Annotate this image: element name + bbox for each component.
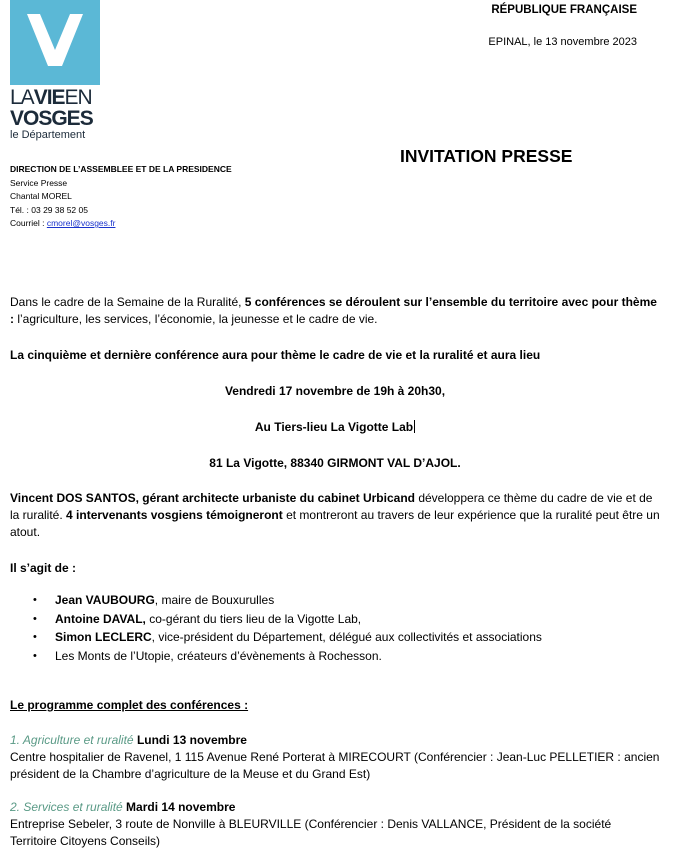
programme-heading: Le programme complet des conférences : bbox=[10, 698, 249, 712]
programme-theme: 2. Services et ruralité bbox=[10, 800, 123, 814]
v-logo-icon bbox=[10, 0, 100, 85]
contact-tel: Tél. : 03 29 38 52 05 bbox=[10, 204, 88, 215]
event-address: 81 La Vigotte, 88340 GIRMONT VAL D’AJOL. bbox=[209, 456, 461, 470]
email-link[interactable]: cmorel@vosges.fr bbox=[46, 218, 116, 228]
intro-text-bold: 5 conférences se déroulent sur l’ensemble du territoire avec pour thème : bbox=[10, 295, 657, 326]
logo-wordmark bbox=[10, 87, 110, 141]
direction-label: DIRECTION DE L’ASSEMBLEE ET DE LA PRESIDENCE bbox=[10, 164, 232, 174]
programme-day: Lundi 13 novembre bbox=[133, 733, 247, 747]
programme-detail: Entreprise Sebeler, 3 route de Nonville à BLEURVILLE (Conférencier : Denis VALLANCE, Président de la société Territoire Citoyens Conseils) bbox=[10, 817, 612, 848]
text-cursor bbox=[414, 420, 415, 433]
list-item: • Antoine DAVAL, co-gérant du tiers lieu de la Vigotte Lab, bbox=[10, 610, 542, 629]
date-line: EPINAL, le 13 novembre 2023 bbox=[488, 36, 637, 48]
logo-subtitle: le Département bbox=[10, 129, 86, 141]
intro-text-end: l’agriculture, les services, l’économie, la jeunesse et le cadre de vie. bbox=[14, 312, 378, 326]
intro-text-start: Dans le cadre de la Semaine de la Ruralité, bbox=[10, 295, 245, 309]
programme-item bbox=[10, 732, 660, 783]
event-date: Vendredi 17 novembre de 19h à 20h30, bbox=[224, 384, 446, 398]
logo-mark bbox=[10, 0, 100, 85]
programme-detail: Centre hospitalier de Ravenel, 1 115 Avenue René Porterat à MIRECOURT (Conférencier : Jean-Luc PELLETIER : ancien président de la Chambre d’agriculture de la Meuse et du Grand Est) bbox=[10, 750, 660, 781]
programme-day: Mardi 14 novembre bbox=[122, 800, 236, 814]
speaker-main-name: Vincent DOS SANTOS, gérant architecte urbaniste du cabinet Urbicand bbox=[10, 491, 415, 505]
republique-header: RÉPUBLIQUE FRANÇAISE bbox=[491, 4, 637, 16]
page-title: INVITATION PRESSE bbox=[400, 146, 573, 166]
courriel-label: Courriel : bbox=[10, 218, 47, 228]
contact-block bbox=[10, 163, 232, 231]
event-venue bbox=[10, 420, 660, 434]
list-item: • Simon LECLERC, vice-président du Département, délégué aux collectivités et associations bbox=[10, 628, 542, 647]
programme-theme: 1. Agriculture et ruralité bbox=[10, 733, 134, 747]
speaker-text-2: et montreront au travers de leur expérience que la ruralité peut être un atout. bbox=[10, 508, 660, 539]
list-item: • Les Monts de l’Utopie, créateurs d’évènements à Rochesson. bbox=[10, 647, 542, 666]
service-label: Service Presse bbox=[10, 177, 68, 188]
speakers-list bbox=[10, 591, 542, 665]
speaker-paragraph bbox=[10, 490, 660, 541]
logo-word-vosges: VOSGES bbox=[10, 107, 93, 130]
logo-word-en: EN bbox=[64, 86, 92, 109]
list-item: • Jean VAUBOURG, maire de Bouxurulles bbox=[10, 591, 542, 610]
speaker-text-1: développera ce thème du cadre de vie et de la ruralité. bbox=[10, 491, 653, 522]
intro-paragraph bbox=[10, 294, 660, 328]
conference-announcement: La cinquième et dernière conférence aura pour thème le cadre de vie et la ruralité et aura lieu bbox=[10, 348, 541, 362]
logo-word-la: LA bbox=[10, 86, 34, 109]
speaker-count: 4 intervenants vosgiens témoigneront bbox=[66, 508, 283, 522]
list-intro: Il s’agit de : bbox=[10, 561, 77, 575]
programme-item bbox=[10, 799, 660, 850]
contact-name: Chantal MOREL bbox=[10, 191, 72, 201]
logo-word-vie: VIE bbox=[33, 86, 65, 109]
event-venue-text: Au Tiers-lieu La Vigotte Lab bbox=[254, 420, 414, 434]
